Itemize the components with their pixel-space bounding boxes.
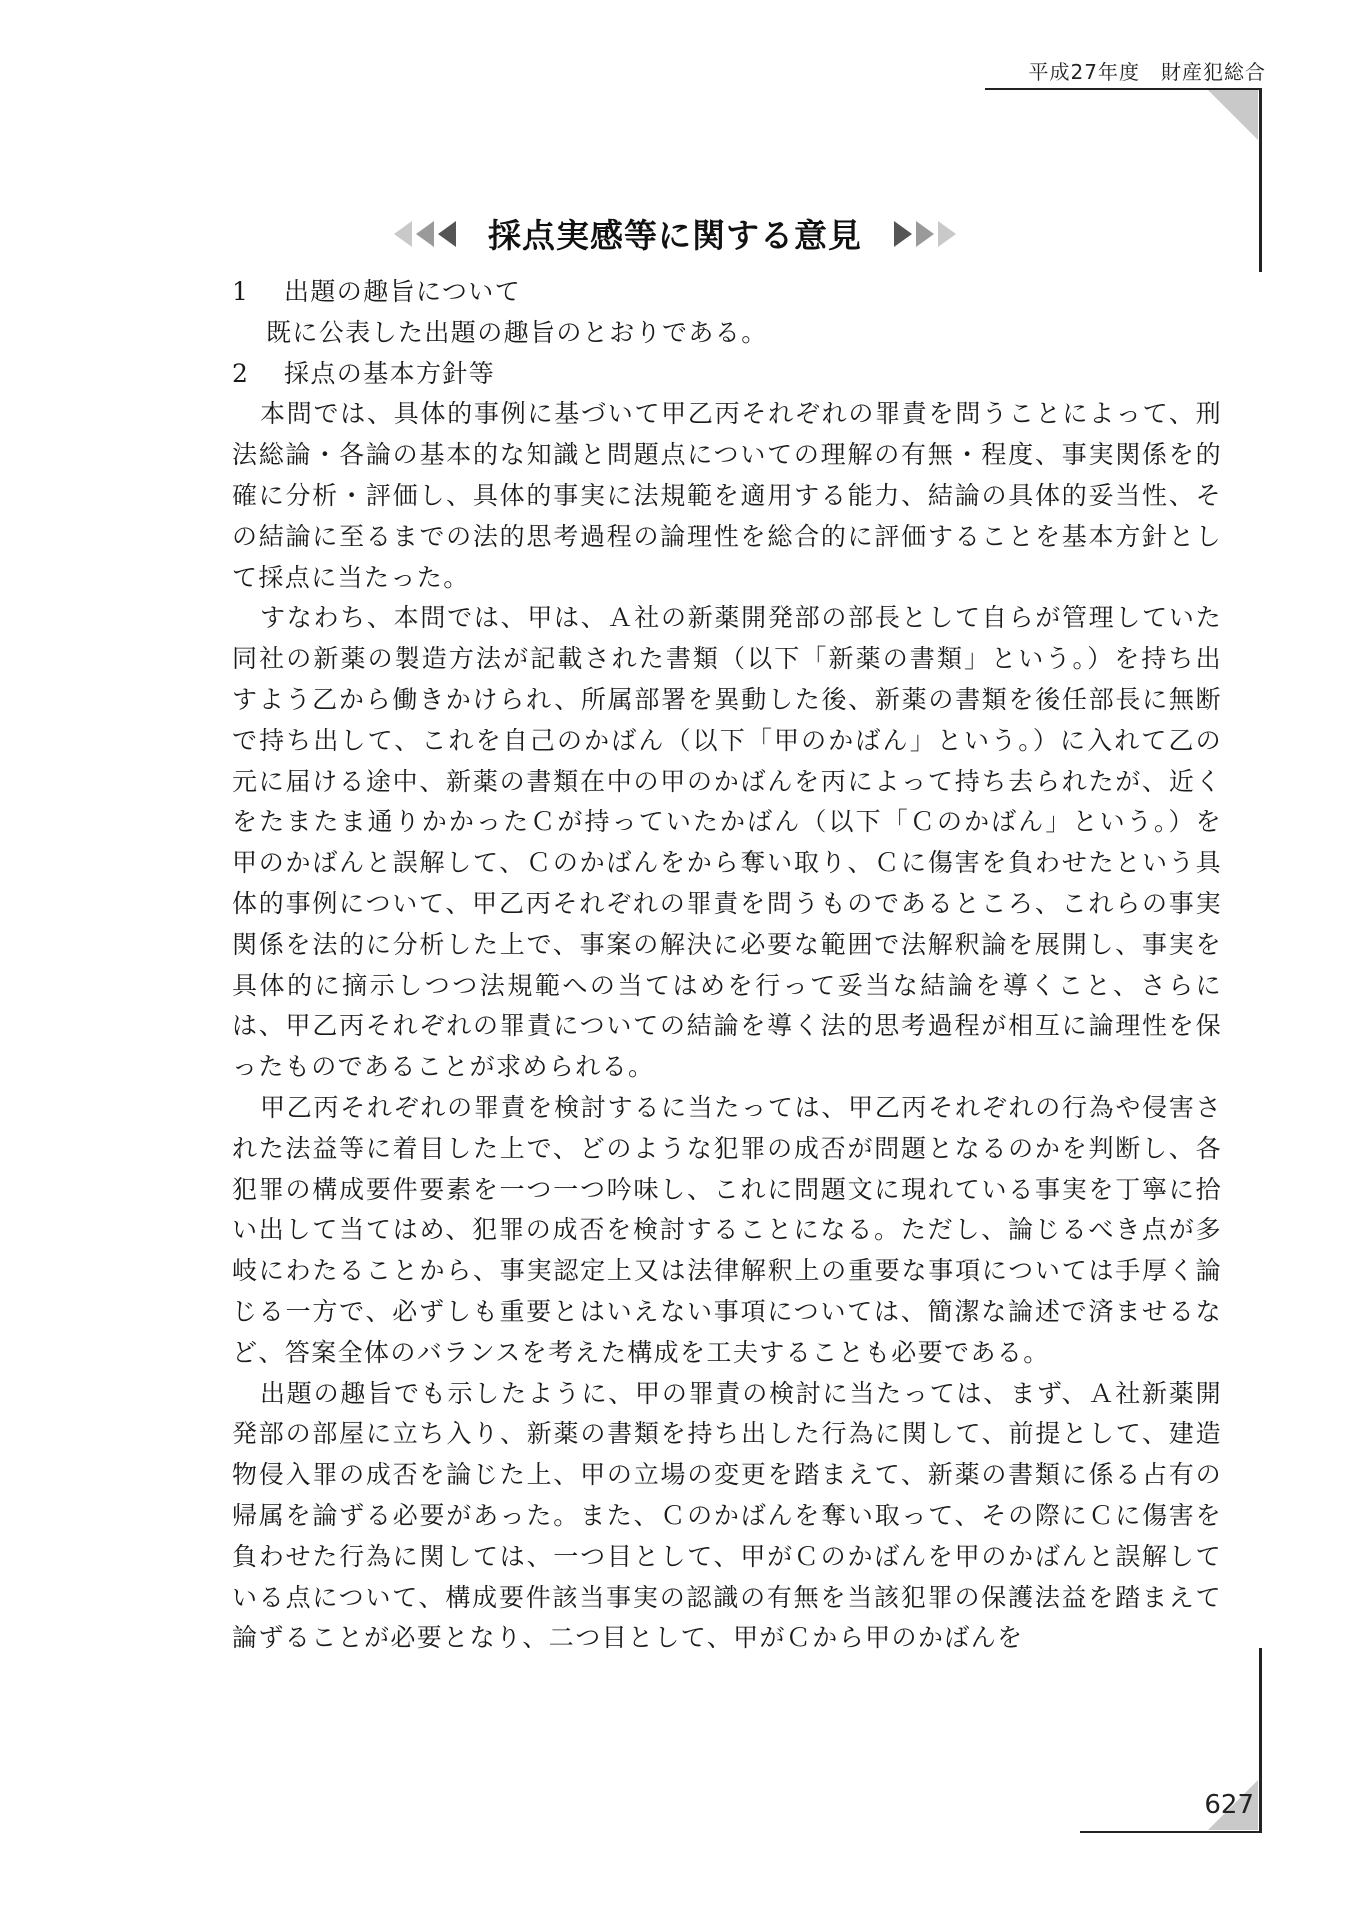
heading-1 xyxy=(232,272,1222,313)
running-header: 平成27年度 財産犯総合 xyxy=(1028,60,1266,84)
paragraph: 出題の趣旨でも示したように、甲の罪責の検討に当たっては、まず、Ａ社新薬開発部の部屋に立ち入り、新薬の書類を持ち出した行為に関して、前提として、建造物侵入罪の成否を論じた上、甲の立場の変更を踏まえて、新薬の書類に係る占有の帰属を論ずる必要があった。また、Ｃのかばんを奪い取って、その際にＣに傷害を負わせた行為に関しては、一つ目として、甲がＣのかばんを甲のかばんと誤解している点について、構成要件該当事実の認識の有無を当該犯罪の保護法益を踏まえて論ずることが必要となり、二つ目として、甲がＣから甲のかばんを xyxy=(232,1378,1222,1653)
paragraph: すなわち、本問では、甲は、Ａ社の新薬開発部の部長として自らが管理していた同社の新薬の製造方法が記載された書類（以下「新薬の書類」という。）を持ち出すよう乙から働きかけられ、所属部署を異動した後、新薬の書類を後任部長に無断で持ち出して、これを自己のかばん（以下「甲のかばん」という。）に入れて乙の元に届ける途中、新薬の書類在中の甲のかばんを丙によって持ち去られたが、近くをたまたま通りかかったＣが持っていたかばん（以下「Ｃのかばん」という。）を甲のかばんと誤解して、Ｃのかばんをから奪い取り、Ｃに傷害を負わせたという具体的事例について、甲乙丙それぞれの罪責を問うものであるところ、これらの事実関係を法的に分析した上で、事案の解決に必要な範囲で法解釈論を展開し、事実を具体的に摘示しつつ法規範への当てはめを行って妥当な結論を導くこと、さらには、甲乙丙それぞれの罪責についての結論を導く法的思考過程が相互に論理性を保ったものであることが求められる。 xyxy=(232,603,1222,1082)
corner-triangle-top xyxy=(1208,90,1258,140)
paragraph: 甲乙丙それぞれの罪責を検討するに当たっては、甲乙丙それぞれの行為や侵害された法益等に着目した上で、どのような犯罪の成否が問題となるのかを判断し、各犯罪の構成要件要素を一つ一つ吟味し、これに問題文に現れている事実を丁寧に拾い出して当てはめ、犯罪の成否を検討することになる。ただし、論じるべき点が多岐にわたることから、事実認定上又は法律解釈上の重要な事項については手厚く論じる一方で、必ずしも重要とはいえない事項については、簡潔な論述で済ませるなど、答案全体のバランスを考えた構成を工夫することも必要である。 xyxy=(232,1092,1222,1367)
intro-line: 既に公表した出題の趣旨のとおりである。 xyxy=(266,317,768,347)
heading-number: 2 xyxy=(232,358,250,388)
left-triangles-icon xyxy=(390,217,470,251)
heading-2 xyxy=(232,354,1222,395)
section-title-row xyxy=(0,210,1350,257)
heading-label: 採点の基本方針等 xyxy=(284,358,496,388)
right-triangles-icon xyxy=(880,217,960,251)
paragraph: 本問では、具体的事例に基づいて甲乙丙それぞれの罪責を問うことによって、刑法総論・各論の基本的な知識と問題点についての理解の有無・程度、事実関係を的確に分析・評価し、具体的事実に法規範を適用する能力、結論の具体的妥当性、その結論に至るまでの法的思考過程の論理性を総合的に評価することを基本方針として採点に当たった。 xyxy=(232,399,1222,592)
body-text xyxy=(232,272,1222,1659)
margin-rule-bottom xyxy=(1259,1648,1262,1833)
section-title: 採点実感等に関する意見 xyxy=(488,216,862,255)
footer-rule xyxy=(1080,1831,1262,1833)
page-number: 627 xyxy=(1204,1790,1254,1820)
heading-number: 1 xyxy=(232,277,250,306)
heading-label: 出題の趣旨について xyxy=(284,277,522,306)
